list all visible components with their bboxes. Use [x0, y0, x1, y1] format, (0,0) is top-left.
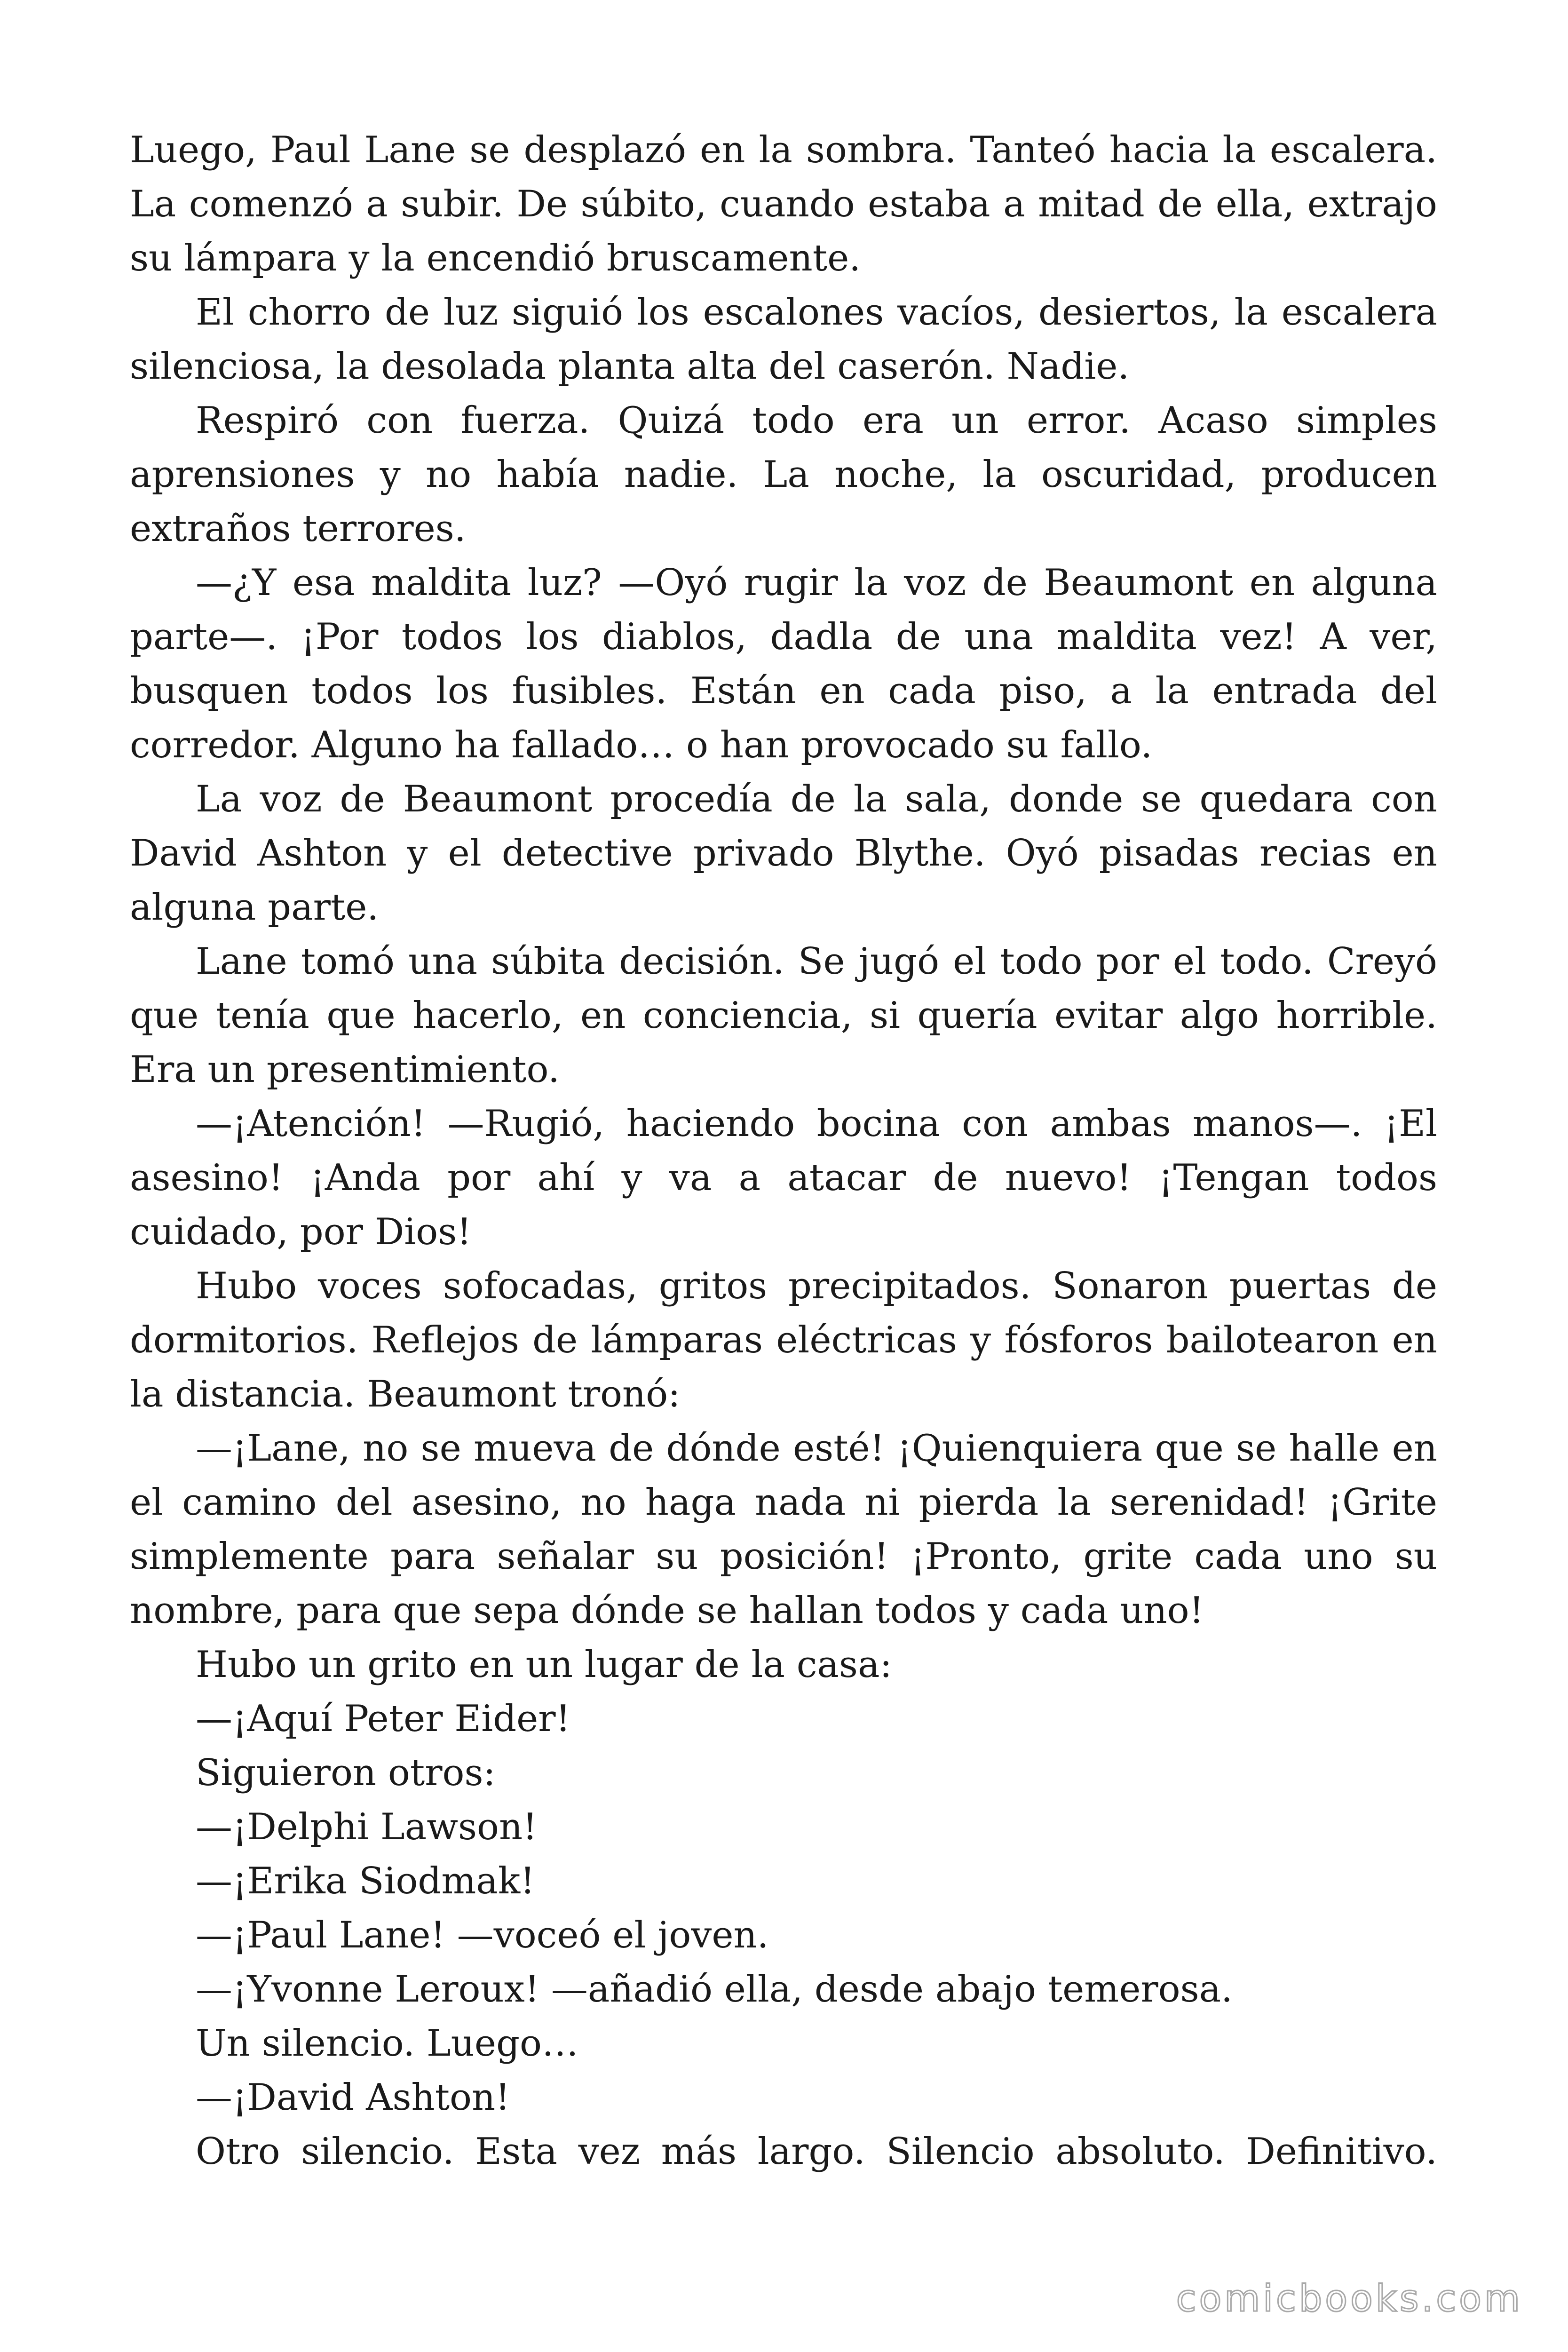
paragraph: Hubo voces sofocadas, gritos precipitados. Sonaron puertas de dormitorios. Reflejos de lámparas eléctricas y fósforos bailotearon en la distancia. Beaumont tronó:	[130, 1265, 1437, 1415]
paragraph: —¡Yvonne Leroux! —añadió ella, desde abajo temerosa.	[196, 1968, 1233, 2010]
paragraph: —¡Erika Siodmak!	[196, 1860, 535, 1902]
paragraph: Otro silencio. Esta vez más largo. Silencio absoluto. Definitivo.	[196, 2130, 1437, 2173]
paragraph: —¡Aquí Peter Eider!	[196, 1698, 570, 1740]
paragraph: Luego, Paul Lane se desplazó en la sombra. Tanteó hacia la escalera. La comenzó a subir. De súbito, cuando estaba a mitad de ella, extrajo su lámpara y la encendió bruscamente.	[130, 129, 1437, 279]
paragraph: Hubo un grito en un lugar de la casa:	[196, 1644, 892, 1686]
paragraph: —¡Delphi Lawson!	[196, 1806, 538, 1848]
paragraph: Lane tomó una súbita decisión. Se jugó el todo por el todo. Creyó que tenía que hacerlo, en conciencia, si quería evitar algo horrible. Era un presentimiento.	[130, 940, 1437, 1091]
page-text	[130, 123, 1437, 2179]
paragraph: Respiró con fuerza. Quizá todo era un error. Acaso simples aprensiones y no había nadie. La noche, la oscuridad, producen extraños terrores.	[130, 399, 1437, 550]
paragraph: Un silencio. Luego…	[196, 2022, 578, 2065]
watermark: comicbooks.com	[1176, 2278, 1523, 2320]
paragraph: —¡Lane, no se mueva de dónde esté! ¡Quienquiera que se halle en el camino del asesino, no haga nada ni pierda la serenidad! ¡Grite simplemente para señalar su posición! ¡Pronto, grite cada uno su nombre, para que sepa dónde se hallan todos y cada uno!	[130, 1427, 1437, 1632]
paragraph: La voz de Beaumont procedía de la sala, donde se quedara con David Ashton y el detective privado Blythe. Oyó pisadas recias en alguna parte.	[130, 778, 1437, 929]
paragraph: —¿Y esa maldita luz? —Oyó rugir la voz de Beaumont en alguna parte—. ¡Por todos los diablos, dadla de una maldita vez! A ver, busquen todos los fusibles. Están en cada piso, a la entrada del corredor. Alguno ha fallado… o han provocado su fallo.	[130, 562, 1437, 766]
paragraph: —¡Atención! —Rugió, haciendo bocina con ambas manos—. ¡El asesino! ¡Anda por ahí y va a atacar de nuevo! ¡Tengan todos cuidado, por Dios!	[130, 1103, 1437, 1253]
paragraph: Siguieron otros:	[196, 1752, 496, 1794]
paragraph: —¡David Ashton!	[196, 2076, 510, 2119]
paragraph: El chorro de luz siguió los escalones vacíos, desiertos, la escalera silenciosa, la desolada planta alta del caserón. Nadie.	[130, 291, 1437, 388]
paragraph: —¡Paul Lane! —voceó el joven.	[196, 1914, 769, 1956]
